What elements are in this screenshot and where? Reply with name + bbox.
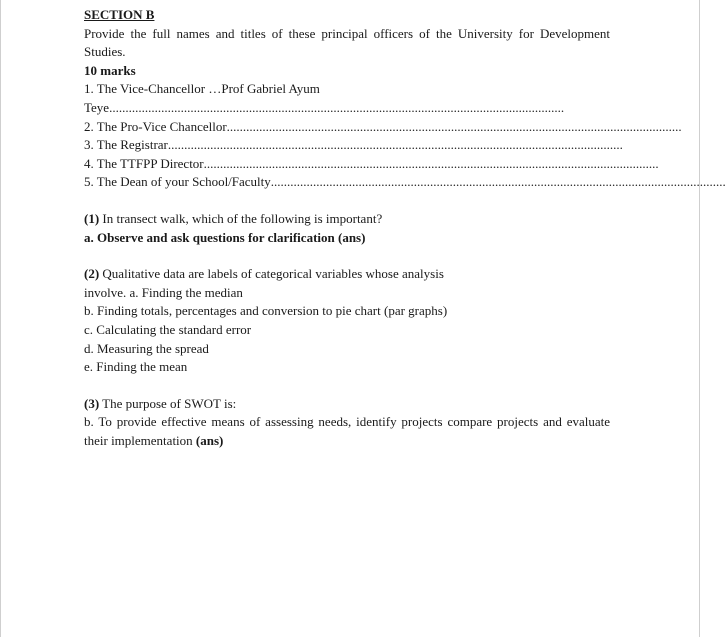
document-body: [84, 6, 726, 450]
dotted-line: ............................................................................................................................................: [167, 137, 623, 153]
dotted-line: ............................................................................................................................................: [226, 118, 682, 134]
question-3: [84, 395, 610, 451]
question-2-option-c: c. Calculating the standard error: [84, 321, 252, 337]
section-marks: 10 marks: [84, 62, 136, 78]
section-instruction: Provide the full names and titles of these principal officers of the University for Development Studies.: [84, 25, 610, 60]
officer-item-2: 2. The Pro-Vice Chancellor ............................................................................................................................................: [84, 118, 610, 137]
question-2-line2: involve. a. Finding the median: [84, 284, 243, 300]
dotted-line: ............................................................................................................................................: [109, 99, 565, 115]
question-3-answer: b. To provide effective means of assessing needs, identify projects compare projects and evaluate their implementation (ans): [84, 414, 610, 448]
page-border-left: [0, 0, 1, 637]
section-title: SECTION B: [84, 7, 155, 22]
dotted-line: ............................................................................................................................................: [203, 155, 659, 171]
question-1-answer: a. Observe and ask questions for clarification (ans): [84, 229, 366, 245]
dotted-line: ............................................................................................................................................: [270, 174, 726, 190]
question-2-option-e: e. Finding the mean: [84, 359, 188, 375]
page-border-right: [699, 0, 700, 637]
officer-item-1-continuation: Teye ............................................................................................................................................: [84, 99, 484, 118]
officer-list: [84, 80, 726, 192]
officer-item-5: 5. The Dean of your School/Faculty ............................................................................................................................................: [84, 173, 610, 192]
question-1: [84, 210, 610, 247]
question-1-text: (1) In transect walk, which of the following is important?: [84, 210, 383, 226]
question-2-option-d: d. Measuring the spread: [84, 340, 209, 356]
question-2: [84, 265, 610, 377]
question-2-text: (2) Qualitative data are labels of categorical variables whose analysis: [84, 266, 444, 282]
question-2-option-b: b. Finding totals, percentages and conversion to pie chart (par graphs): [84, 303, 448, 319]
officer-item-3: 3. The Registrar ............................................................................................................................................: [84, 136, 610, 155]
question-3-text: (3) The purpose of SWOT is:: [84, 395, 237, 411]
officer-item-1: 1. The Vice-Chancellor …Prof Gabriel Ayum: [84, 81, 320, 97]
officer-item-4: 4. The TTFPP Director ............................................................................................................................................: [84, 155, 610, 174]
